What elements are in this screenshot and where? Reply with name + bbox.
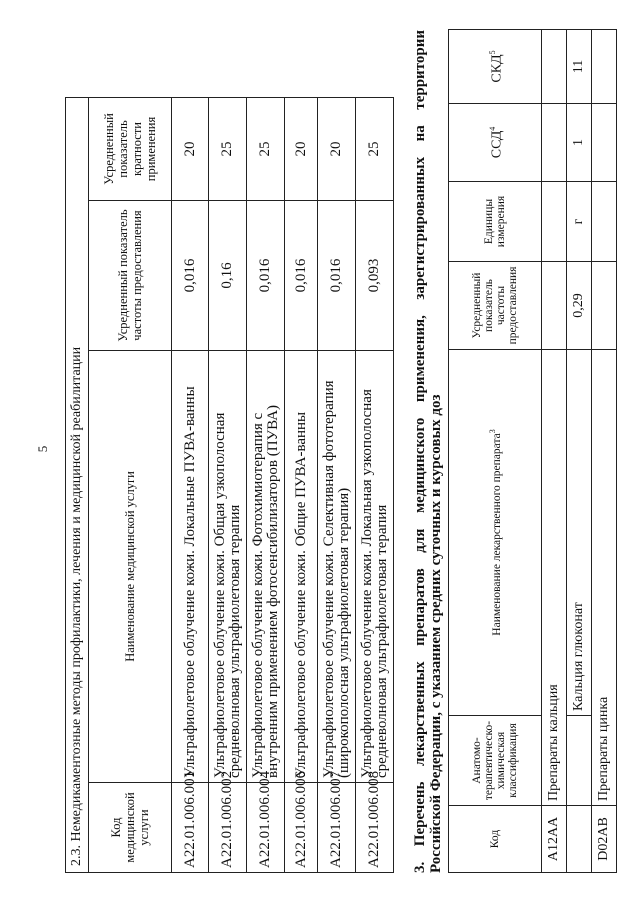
service-multiplicity: 20	[318, 97, 356, 200]
service-code: A22.01.006.007	[318, 783, 356, 873]
section-title: 2.3. Немедикаментозные методы профилактики, лечения и медицинской реабилитации	[66, 97, 89, 872]
section-3-heading-line-2: Российской Федерации, с указанием средних суточных и курсовых доз	[428, 394, 444, 873]
header-frequency: Усредненный показатель частоты предоставления	[449, 262, 542, 350]
service-name: Ультрафиолетовое облучение кожи. Общие ПУВА-ванны	[285, 351, 318, 783]
table-header	[449, 30, 542, 873]
drug-skd: 11	[567, 30, 592, 104]
table-row	[356, 97, 394, 872]
drug-skd	[542, 30, 567, 104]
drug-code: A12AA	[542, 806, 567, 873]
service-multiplicity: 20	[172, 97, 209, 200]
section-title-row	[66, 97, 89, 872]
service-name: Ультрафиолетовое облучение кожи. Локальная узкополосная средневолновая ультрафиолетовая терапия	[356, 351, 394, 783]
drug-code: D02AB	[592, 806, 617, 873]
service-name: Ультрафиолетовое облучение кожи. Локальные ПУВА-ванны	[172, 351, 209, 783]
header-drug-name-text: Наименование лекарственного препарата	[490, 433, 503, 636]
drug-frequency	[592, 262, 617, 350]
drug-code	[567, 806, 592, 873]
service-frequency: 0,016	[318, 201, 356, 351]
section-3-heading	[412, 30, 444, 873]
footnote-marker: 5	[487, 50, 497, 55]
service-frequency: 0,016	[285, 201, 318, 351]
drug-ssd	[542, 104, 567, 182]
header-multiplicity: Усредненный показатель кратности применения	[89, 97, 172, 200]
header-skd	[449, 30, 542, 104]
drug-group: Препараты кальция	[542, 350, 567, 806]
services-table	[65, 97, 394, 873]
rotated-page-content	[30, 30, 611, 873]
drug-ssd: 1	[567, 104, 592, 182]
header-skd-text: СКД	[489, 54, 505, 83]
service-name: Ультрафиолетовое облучение кожи. Селективная фототерапия (широкополосная ультрафиолетовая терапия)	[318, 351, 356, 783]
service-multiplicity: 25	[247, 97, 285, 200]
service-frequency: 0,016	[172, 201, 209, 351]
header-code: Код	[449, 806, 542, 873]
header-unit: Единицы измерения	[449, 182, 542, 262]
drug-unit	[542, 182, 567, 262]
header-ssd	[449, 104, 542, 182]
section-3-heading-line-1: 3. Перечень лекарственных препаратов для медицинского применения, зарегистрированных на территории	[412, 30, 428, 873]
header-drug-name	[449, 350, 542, 716]
header-ssd-text: ССД	[489, 130, 505, 159]
table-header	[89, 97, 172, 872]
header-atc: Анатомо-терапевтическо-химическая классификация	[449, 716, 542, 806]
table-row	[318, 97, 356, 872]
table-row	[172, 97, 209, 872]
service-code: A22.01.006.006	[285, 783, 318, 873]
header-code: Код медицинской услуги	[89, 783, 172, 873]
service-multiplicity: 20	[285, 97, 318, 200]
drugs-table	[448, 29, 617, 873]
drug-skd	[592, 30, 617, 104]
service-code: A22.01.006.004	[247, 783, 285, 873]
footnote-marker: 4	[487, 126, 497, 131]
table-row	[542, 30, 567, 873]
service-code: A22.01.006.002	[209, 783, 247, 873]
service-name: Ультрафиолетовое облучение кожи. Фотохимиотерапия с внутренним применением фотосенсибилизаторов (ПУВА)	[247, 351, 285, 783]
service-code: A22.01.006.001	[172, 783, 209, 873]
drug-name: Кальция глюконат	[567, 350, 592, 716]
table-row	[285, 97, 318, 872]
drug-frequency	[542, 262, 567, 350]
drug-frequency: 0,29	[567, 262, 592, 350]
table-row	[567, 30, 592, 873]
page-number: 5	[35, 445, 50, 453]
service-multiplicity: 25	[209, 97, 247, 200]
header-frequency: Усредненный показатель частоты предоставления	[89, 201, 172, 351]
service-frequency: 0,093	[356, 201, 394, 351]
service-frequency: 0,16	[209, 201, 247, 351]
drug-group: Препараты цинка	[592, 350, 617, 806]
table-row	[592, 30, 617, 873]
header-name: Наименование медицинской услуги	[89, 351, 172, 783]
table-row	[247, 97, 285, 872]
service-multiplicity: 25	[356, 97, 394, 200]
drug-unit: г	[567, 182, 592, 262]
service-code: A22.01.006.008	[356, 783, 394, 873]
service-frequency: 0,016	[247, 201, 285, 351]
service-name: Ультрафиолетовое облучение кожи. Общая узкополосная средневолновая ультрафиолетовая терапия	[209, 351, 247, 783]
footnote-marker: 3	[488, 429, 498, 434]
drug-group	[567, 716, 592, 806]
table-row	[209, 97, 247, 872]
drug-unit	[592, 182, 617, 262]
drug-ssd	[592, 104, 617, 182]
